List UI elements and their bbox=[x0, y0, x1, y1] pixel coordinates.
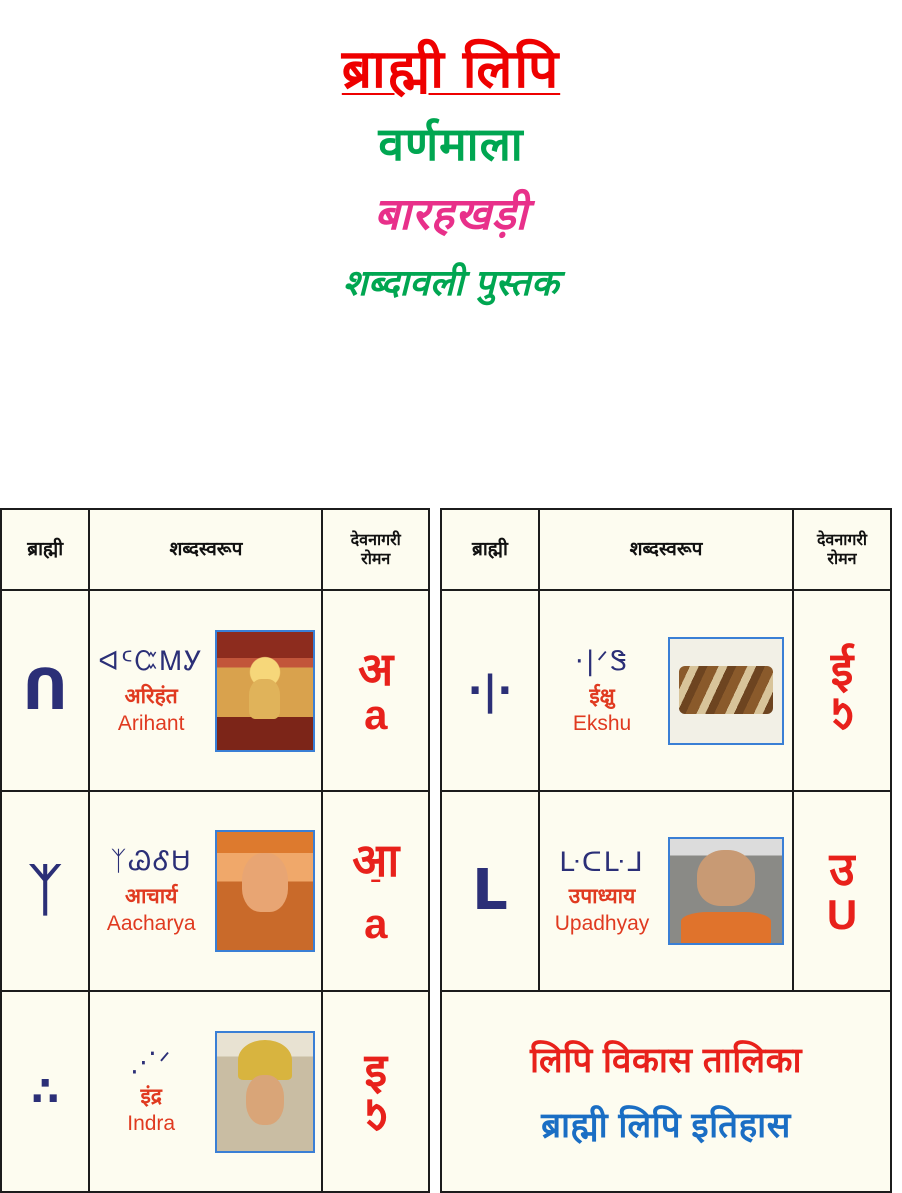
devanagari-roman-cell bbox=[322, 791, 429, 992]
page-title-varnamala: वर्णमाला bbox=[378, 117, 524, 170]
brahmi-letter-cell bbox=[1, 991, 89, 1192]
word-brahmi: ᐊᑦᏨᎷᎩ bbox=[98, 645, 205, 677]
devanagari-letter: उ bbox=[829, 843, 855, 896]
roman-letter: a bbox=[364, 900, 388, 948]
brahmi-letter-glyph: ᑎ bbox=[22, 657, 68, 723]
table-header-row bbox=[1, 509, 429, 590]
wordform-cell bbox=[89, 791, 322, 992]
banner-row bbox=[441, 991, 891, 1192]
word-devanagari: आचार्य bbox=[124, 885, 178, 909]
roman-letter: a bbox=[364, 690, 388, 738]
word-brahmi: ᒷᑕᒷᒧ bbox=[559, 846, 645, 878]
devanagari-letter: इ bbox=[364, 1043, 388, 1096]
devanagari-letter: अ bbox=[358, 642, 394, 695]
brahmi-letter-cell bbox=[441, 590, 539, 791]
table-header-row bbox=[441, 509, 891, 590]
word-devanagari: उपाध्याय bbox=[568, 884, 636, 908]
roman-letter: U bbox=[826, 891, 858, 939]
word-brahmi: ⋰ᐟ bbox=[129, 1047, 173, 1079]
left-alphabet-table bbox=[0, 508, 430, 1193]
banner-brahmi-lipi-itihas: ब्राह्मी लिपि इतिहास bbox=[541, 1105, 791, 1145]
word-brahmi: ·|ᐟᏕ bbox=[575, 645, 629, 677]
brahmi-letter-glyph: ∴ bbox=[31, 1068, 60, 1115]
devanagari-roman-cell bbox=[793, 590, 891, 791]
acharya-monk-photo bbox=[215, 830, 315, 952]
table-row bbox=[1, 590, 429, 791]
header-roman-line: रोमन bbox=[361, 550, 391, 568]
devanagari-roman-cell bbox=[322, 590, 429, 791]
word-devanagari: अरिहंत bbox=[124, 684, 178, 708]
page-title-shabdavali-pustak: शब्दावली पुस्तक bbox=[342, 262, 560, 304]
header-roman-line: रोमन bbox=[827, 550, 857, 568]
jain-tirthankara-photo bbox=[215, 630, 315, 752]
brahmi-letter-cell bbox=[1, 791, 89, 992]
word-roman: Arihant bbox=[117, 711, 185, 735]
right-alphabet-table bbox=[440, 508, 892, 1193]
brahmi-letter-cell bbox=[1, 590, 89, 791]
banner-lipi-vikas-talika: लिपि विकास तालिका bbox=[529, 1040, 803, 1080]
roman-letter: ᱩ bbox=[830, 690, 854, 738]
indra-child-photo bbox=[215, 1031, 315, 1153]
word-roman: Upadhyay bbox=[554, 911, 650, 935]
brahmi-letter-glyph: L bbox=[472, 858, 508, 924]
word-roman: Ekshu bbox=[572, 711, 632, 735]
roman-letter: ᱩ bbox=[364, 1091, 388, 1139]
wordform-cell bbox=[539, 590, 793, 791]
header-shabdswaroop: शब्दस्वरूप bbox=[89, 509, 322, 590]
sugarcane-photo bbox=[668, 637, 784, 745]
table-row bbox=[441, 791, 891, 992]
header-shabdswaroop: शब्दस्वरूप bbox=[539, 509, 793, 590]
lipi-banner-cell bbox=[441, 991, 891, 1192]
wordform-cell bbox=[89, 590, 322, 791]
header-devanagari-line: देवनागरी bbox=[350, 531, 401, 549]
devanagari-roman-cell bbox=[322, 991, 429, 1192]
word-brahmi: ᛉᏊᎴᏌ bbox=[110, 846, 192, 878]
devanagari-roman-cell bbox=[793, 791, 891, 992]
tables-container bbox=[0, 508, 902, 1193]
devanagari-letter: आ bbox=[352, 834, 400, 887]
table-row bbox=[1, 991, 429, 1192]
header-devanagari-line: देवनागरी bbox=[816, 531, 868, 549]
word-devanagari: इंद्र bbox=[140, 1085, 162, 1109]
header-brahmi: ब्राह्मी bbox=[1, 509, 89, 590]
wordform-cell bbox=[539, 791, 793, 992]
header-devanagari-roman bbox=[322, 509, 429, 590]
word-roman: Aacharya bbox=[106, 912, 196, 936]
header-brahmi: ब्राह्मी bbox=[441, 509, 539, 590]
header-devanagari-roman bbox=[793, 509, 891, 590]
word-devanagari: ईक्षु bbox=[589, 684, 615, 708]
brahmi-letter-glyph: ᛉ bbox=[28, 858, 62, 924]
brahmi-letter-cell bbox=[441, 791, 539, 992]
table-row bbox=[1, 791, 429, 992]
table-row bbox=[441, 590, 891, 791]
page-title-brahmi-lipi: ब्राह्मी लिपि bbox=[341, 40, 561, 99]
wordform-cell bbox=[89, 991, 322, 1192]
word-roman: Indra bbox=[127, 1112, 176, 1136]
page-title-barahkhadi: बारहखड़ी bbox=[374, 189, 528, 239]
title-block bbox=[0, 0, 902, 302]
brahmi-letter-glyph: ·|· bbox=[467, 667, 513, 714]
upadhyay-person-photo bbox=[668, 837, 784, 945]
devanagari-letter: ई bbox=[830, 642, 854, 695]
